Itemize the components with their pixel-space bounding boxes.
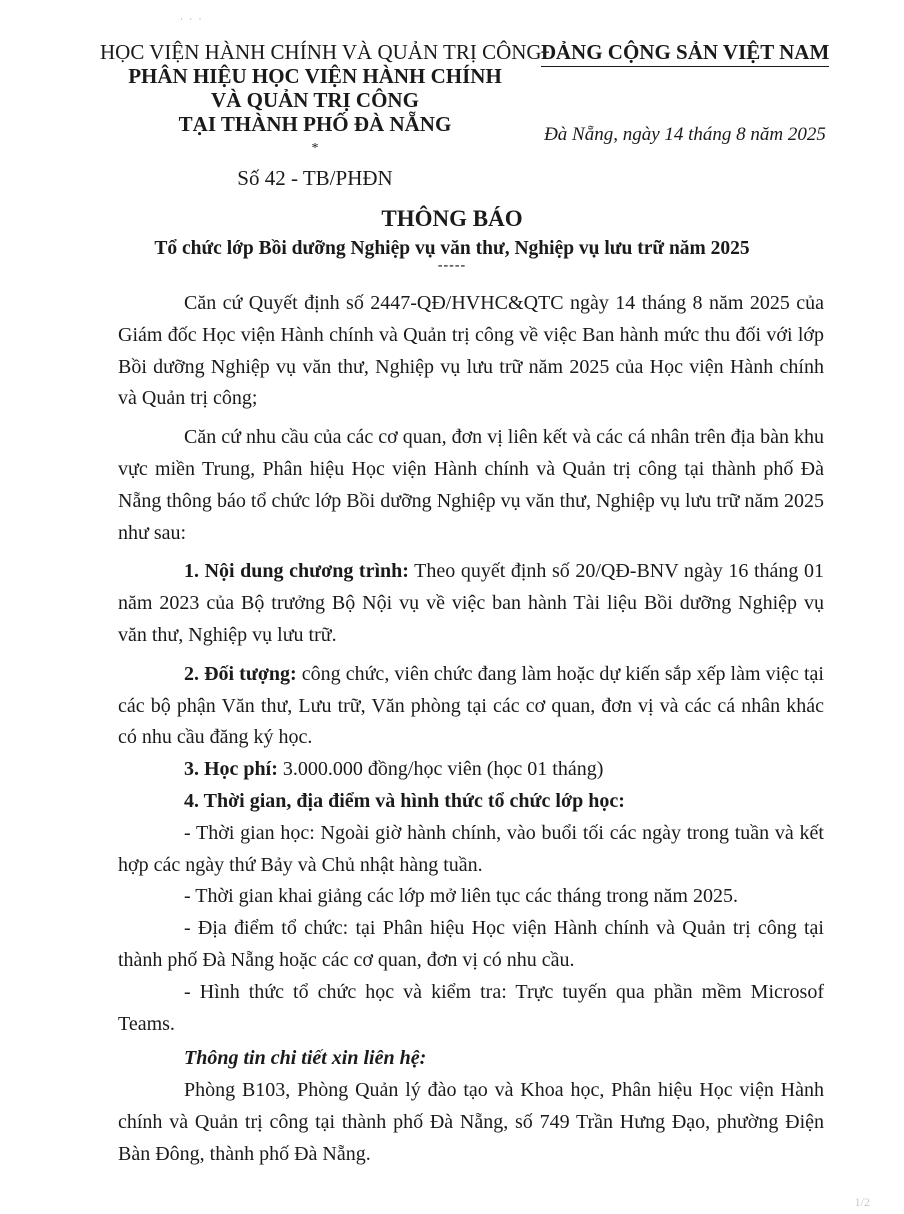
contact-heading: Thông tin chi tiết xin liên hệ: — [184, 1047, 427, 1070]
branch-name-line3: TẠI THÀNH PHỐ ĐÀ NẴNG — [178, 112, 452, 136]
section-text: Theo quyết định số 20/QĐ-BNV ngày 16 tháng 01 năm 2023 của Bộ trưởng Bộ Nội vụ về việc ban hành Tài liệu Bồi dưỡng Nghiệp vụ văn thư, Nghiệp vụ lưu trữ. — [118, 560, 824, 646]
bullet-location: - Địa điểm tổ chức: tại Phân hiệu Học viện Hành chính và Quản trị công tại thành phố Đà Nẵng hoặc các cơ quan, đơn vị có nhu cầu. — [118, 917, 824, 971]
announcement-paragraph: Căn cứ nhu cầu của các cơ quan, đơn vị liên kết và các cá nhân trên địa bàn khu vực miền Trung, Phân hiệu Học viện Hành chính và Quản trị công tại thành phố Đà Nẵng thông báo tổ chức lớp Bồi dưỡng Nghiệp vụ văn thư, Nghiệp vụ lưu trữ năm 2025 như sau: — [118, 426, 824, 544]
section-tuition — [118, 754, 824, 786]
branch-name-line2: VÀ QUẢN TRỊ CÔNG — [211, 88, 419, 112]
section-schedule-heading: 4. Thời gian, địa điểm và hình thức tổ chức lớp học: — [184, 789, 625, 812]
issuing-organization-block — [100, 40, 542, 190]
scan-mark: · · · — [180, 14, 204, 24]
bullet-opening-time: - Thời gian khai giảng các lớp mở liên tục các tháng trong năm 2025. — [184, 885, 738, 908]
issue-date: Đà Nẵng, ngày 14 tháng 8 năm 2025 — [544, 124, 826, 145]
section-label: 1. Nội dung chương trình: — [184, 560, 409, 583]
section-text: 3.000.000 đồng/học viên (học 01 tháng) — [277, 758, 604, 781]
bullet-format: - Hình thức tổ chức học và kiểm tra: Trực tuyến qua phần mềm Microsof Teams. — [118, 980, 824, 1035]
document-subtitle: Tổ chức lớp Bồi dưỡng Nghiệp vụ văn thư, Nghiệp vụ lưu trữ năm 2025 — [154, 238, 750, 259]
document-title: THÔNG BÁO — [381, 206, 523, 231]
parent-organization: HỌC VIỆN HÀNH CHÍNH VÀ QUẢN TRỊ CÔNG — [100, 40, 542, 64]
section-label: 3. Học phí: — [184, 758, 278, 781]
section-label: 2. Đối tượng: — [184, 662, 297, 685]
legal-basis-paragraph: Căn cứ Quyết định số 2447-QĐ/HVHC&QTC ngày 14 tháng 8 năm 2025 của Giám đốc Học viện Hành chính và Quản trị công về việc Ban hành mức thu đối với lớp Bồi dưỡng Nghiệp vụ văn thư, Nghiệp vụ lưu trữ năm 2025 của Học viện Hành chính và Quản trị công; — [118, 292, 824, 410]
document-body — [118, 288, 824, 1171]
contact-details: Phòng B103, Phòng Quản lý đào tạo và Khoa học, Phân hiệu Học viện Hành chính và Quản trị công tại thành phố Đà Nẵng, số 749 Trần Hưng Đạo, phường Điện Bàn Đông, thành phố Đà Nẵng. — [118, 1079, 824, 1165]
bullet-study-time: - Thời gian học: Ngoài giờ hành chính, vào buổi tối các ngày trong tuần và kết hợp các ngày thứ Bảy và Chủ nhật hàng tuần. — [118, 821, 824, 876]
title-separator: ----- — [437, 258, 467, 273]
document-number: Số 42 - TB/PHĐN — [237, 166, 393, 190]
section-text: công chức, viên chức đang làm hoặc dự kiến sắp xếp làm việc tại các bộ phận Văn thư, Lưu trữ, Văn phòng tại các cơ quan, đơn vị và các cá nhân khác có nhu cầu đăng ký học. — [118, 662, 824, 749]
party-name: ĐẢNG CỘNG SẢN VIỆT NAM — [541, 40, 830, 67]
branch-name-line1: PHÂN HIỆU HỌC VIỆN HÀNH CHÍNH — [128, 64, 502, 88]
section-program-content — [118, 556, 824, 651]
page-number: 1/2 — [854, 1195, 870, 1209]
header-star: * — [311, 141, 319, 156]
party-header-block — [538, 40, 832, 146]
section-target-audience — [118, 659, 824, 754]
